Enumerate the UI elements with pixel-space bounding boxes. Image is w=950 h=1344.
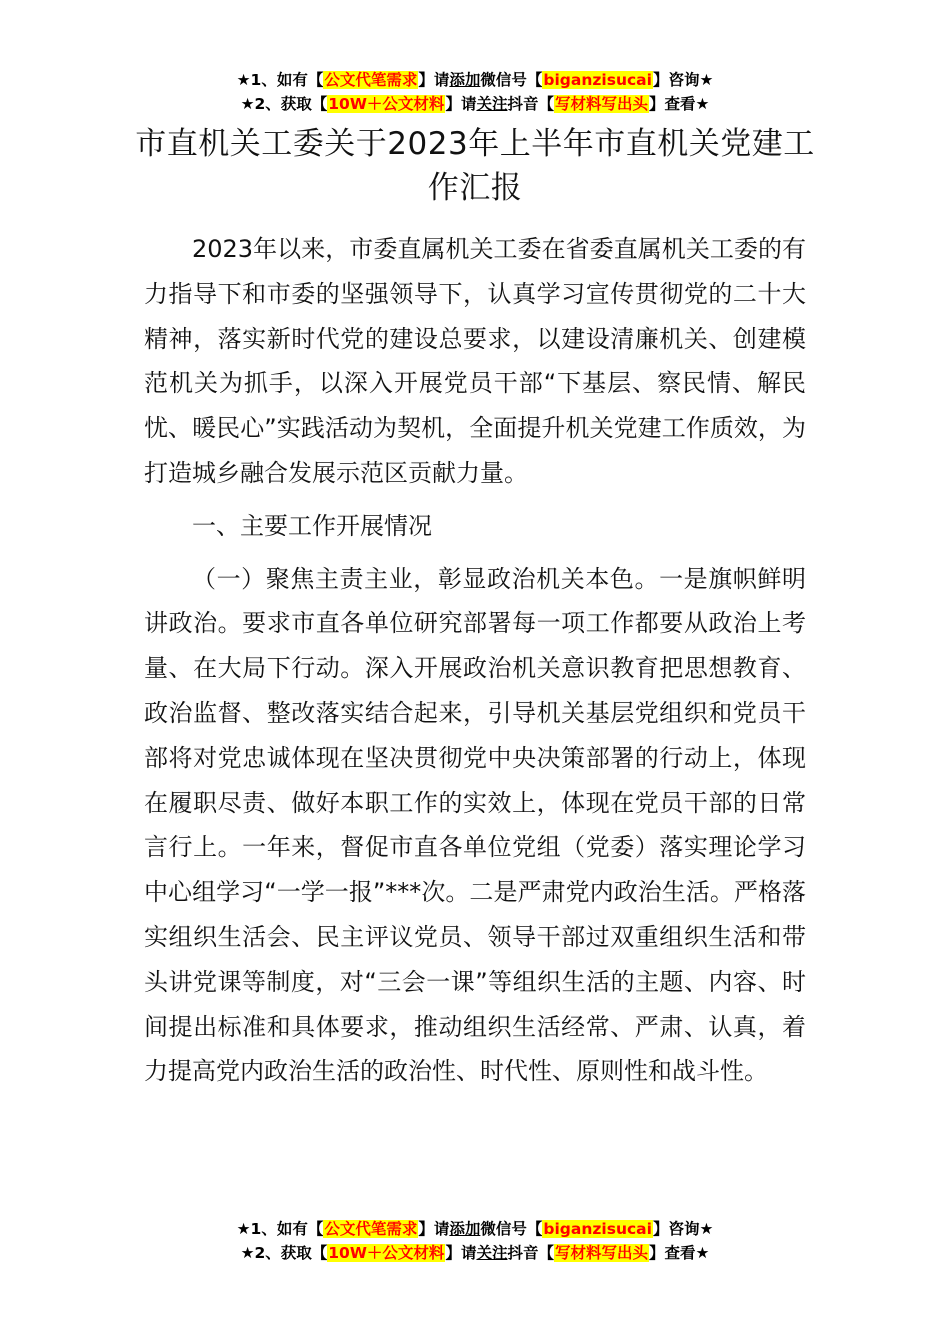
banner-highlight: 写材料写出头: [554, 95, 648, 113]
banner-text: 】请: [445, 1244, 477, 1262]
document-title: 市直机关工委关于2023年上半年市直机关党建工作汇报: [135, 126, 815, 206]
banner-highlight: 10W＋公文材料: [328, 1244, 445, 1262]
banner-line-2: [0, 1241, 950, 1265]
banner-text: 抖音【: [507, 1244, 554, 1262]
banner-text: 微信号【: [480, 1220, 543, 1238]
banner-text: ★2、获取【: [240, 1244, 328, 1262]
banner-line-2: [0, 92, 950, 116]
banner-text: 微信号【: [480, 71, 543, 89]
banner-underline: 关注: [476, 1244, 508, 1262]
banner-text: ★2、获取【: [240, 95, 328, 113]
banner-highlight: 公文代笔需求: [324, 71, 418, 89]
banner-text: 】请: [418, 71, 450, 89]
banner-highlight: 写材料写出头: [554, 1244, 648, 1262]
banner-underline: 添加: [449, 1220, 481, 1238]
banner-highlight: biganzisucai: [543, 71, 652, 89]
banner-text: ★1、如有【: [236, 1220, 324, 1238]
banner-underline: 关注: [476, 95, 508, 113]
banner-highlight: 10W＋公文材料: [328, 95, 445, 113]
banner-text: 】请: [418, 1220, 450, 1238]
footer-banner: [0, 1217, 950, 1265]
paragraph-intro: 2023年以来，市委直属机关工委在省委直属机关工委的有力指导下和市委的坚强领导下，认真学习宣传贯彻党的二十大精神，落实新时代党的建设总要求，以建设清廉机关、创建模范机关为抓手，以深入开展党员干部“下基层、察民情、解民忧、暖民心”实践活动为契机，全面提升机关党建工作质效，为打造城乡融合发展示范区贡献力量。: [144, 235, 806, 487]
banner-text: 】请: [445, 95, 477, 113]
banner-line-1: [0, 1217, 950, 1241]
banner-underline: 添加: [449, 71, 481, 89]
banner-line-1: [0, 68, 950, 92]
document-body: [144, 227, 806, 1094]
banner-text: 】查看★: [649, 1244, 710, 1262]
banner-text: 抖音【: [507, 95, 554, 113]
banner-text: 】咨询★: [652, 71, 714, 89]
banner-text: ★1、如有【: [236, 71, 324, 89]
banner-highlight: biganzisucai: [543, 1220, 652, 1238]
paragraph-section-1: （一）聚焦主责主业，彰显政治机关本色。一是旗帜鲜明讲政治。要求市直各单位研究部署每一项工作都要从政治上考量、在大局下行动。深入开展政治机关意识教育把思想教育、政治监督、整改落实结合起来，引导机关基层党组织和党员干部将对党忠诚体现在坚决贯彻党中央决策部署的行动上，体现在履职尽责、做好本职工作的实效上，体现在党员干部的日常言行上。一年来，督促市直各单位党组（党委）落实理论学习中心组学习“一学一报”***次。二是严肃党内政治生活。严格落实组织生活会、民主评议党员、领导干部过双重组织生活和带头讲党课等制度，对“三会一课”等组织生活的主题、内容、时间提出标准和具体要求，推动组织生活经常、严肃、认真，着力提高党内政治生活的政治性、时代性、原则性和战斗性。: [144, 564, 806, 1086]
banner-highlight: 公文代笔需求: [324, 1220, 418, 1238]
banner-text: 】咨询★: [652, 1220, 714, 1238]
banner-text: 】查看★: [649, 95, 710, 113]
header-banner: [0, 68, 950, 116]
section-heading: 一、主要工作开展情况: [192, 511, 432, 540]
